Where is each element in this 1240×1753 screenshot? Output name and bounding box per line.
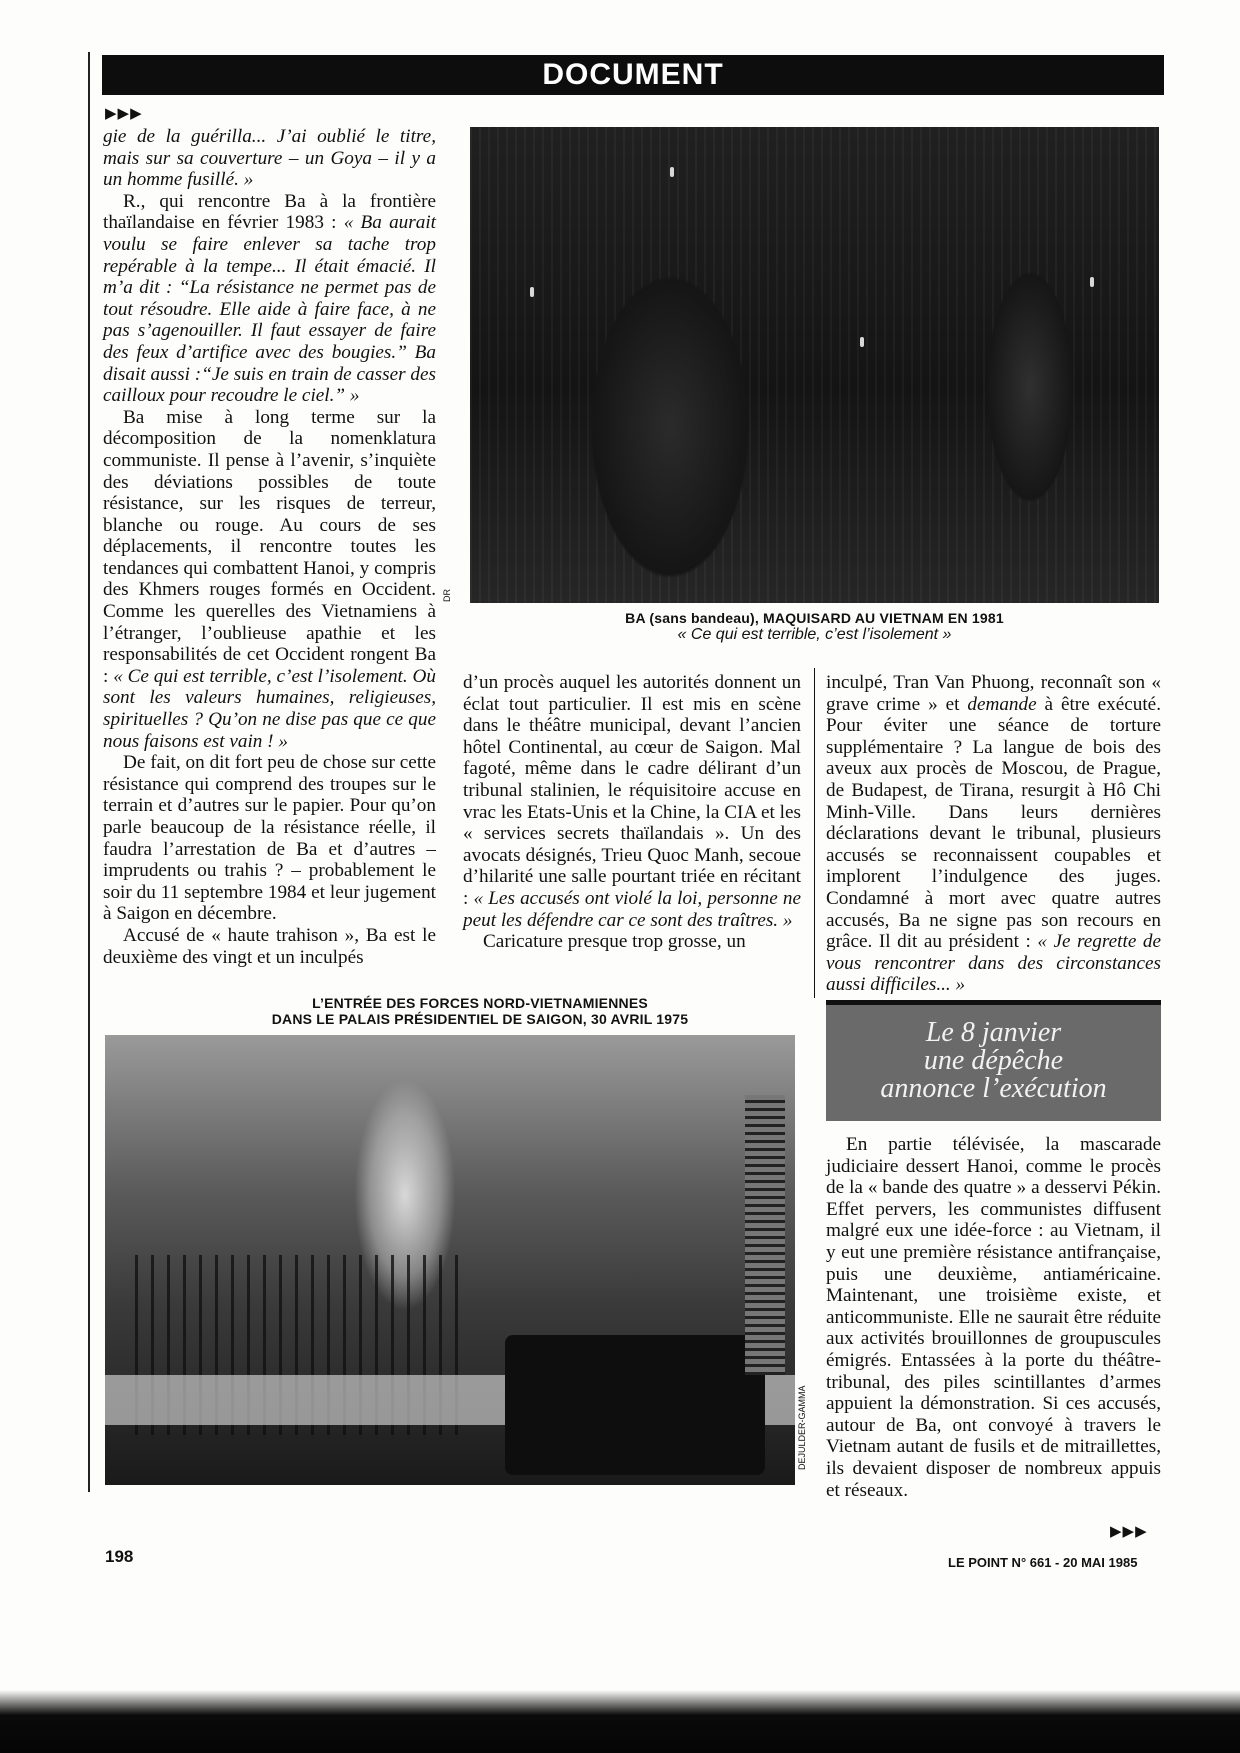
pull-quote-line3: annonce l’exécution (880, 1073, 1107, 1104)
italic-run: « Les accusés ont violé la loi, personne ne peut les défendre car ce sont des traîtres. » (463, 887, 801, 931)
italic-run: demande (967, 693, 1037, 715)
photo-caption-line2: DANS LE PALAIS PRÉSIDENTIEL DE SAIGON, 30 AVRIL 1975 (271, 1011, 689, 1027)
photo-caption-bottom (200, 995, 760, 1027)
text-run: à être exécuté. Pour éviter une séance de torture supplémentaire ? La langue de bois des aveux aux procès de Moscou, de Prague, de Budapest, de Tirana, resurgit à Hô Chi Minh-Ville. Dans leurs dernières déclarations devant le tribunal, plusieurs accusés se reconnaissent coupables et implorent l’indulgence des juges. Condamné à mort avec quatre autres accusés, Ba ne signe pas son recours en grâce. Il dit au président : (826, 693, 1161, 953)
photo-credit-top: DR (442, 589, 452, 602)
photo-tower-shape (745, 1095, 785, 1375)
text-run: Accusé de « haute trahison », Ba est le deuxième des vingt et un inculpés (103, 924, 436, 968)
text-run: De fait, on dit fort peu de chose sur cette résistance qui comprend des troupes sur le terrain et d’autres sur le papier. Pour qu’on parle beaucoup de la résistance réelle, il faudra l’arrestation de Ba et d’autres – imprudents ou trahis ? – probablement le soir du 11 septembre 1984 et leur jugement à Saigon en décembre. (103, 752, 436, 925)
italic-run: « Ba aurait voulu se faire enlever sa tache trop repérable à la tempe... Il était émacié. Il m’a dit : “La résistance ne permet pas de tout résoudre. Elle aide à faire face, à ne pas s’agenouiller. Il faut essayer de faire des feux d’artifice avec des bougies.” Ba disait aussi :“Je suis en train de casser des cailloux pour recoudre le ciel.” » (103, 212, 436, 407)
photo-credit-bottom: DEJULDER-GAMMA (797, 1385, 807, 1470)
photo-caption-quote: « Ce qui est terrible, c’est l’isolement » (677, 626, 952, 643)
text-run: Caricature presque trop grosse, un (483, 931, 746, 953)
italic-run: « Je regrette de vous rencontrer dans des circonstances aussi difficiles... » (826, 931, 1161, 996)
scan-shadow (0, 1690, 1240, 1753)
paragraph (463, 931, 801, 953)
paragraph (826, 1134, 1161, 1501)
photo-caption-line1: L’ENTRÉE DES FORCES NORD-VIETNAMIENNES (312, 995, 648, 1011)
page-frame-rule (88, 52, 90, 1492)
right-column-text-bottom (826, 1134, 1161, 1501)
page-number: 198 (105, 1547, 134, 1566)
middle-column-text (463, 672, 801, 953)
pull-quote (826, 1000, 1161, 1121)
continuation-arrows: ▶▶▶ (105, 104, 143, 122)
section-header: DOCUMENT (102, 55, 1164, 95)
italic-run: « Ce qui est terrible, c’est l’isolement. Où sont les valeurs humaines, religieuses, spirituelles ? Qu’on ne dise pas que ce que nous faisons est vain ! » (103, 665, 436, 752)
text-run: inculpé, Tran Van Phuong, reconnaît son « grave crime » et (826, 672, 1161, 715)
photo-caption-top (470, 610, 1159, 644)
right-column-text-top (826, 672, 1161, 996)
text-run: d’un procès auquel les autorités donnent un éclat tout particulier. Il est mis en scène dans le théâtre municipal, devant l’ancien hôtel Continental, au cœur de Saigon. Mal fagoté, même dans le cadre délirant d’un tribunal stalinien, le réquisitoire accuse en vrac les Etats-Unis et la Chine, la CIA et les « services secrets thaïlandais ». Un des avocats désignés, Trieu Quoc Manh, secoue d’hilarité une salle pourtant triée en récitant : (463, 672, 801, 909)
pull-quote-line1: Le 8 janvier (925, 1017, 1062, 1048)
paragraph (103, 752, 436, 925)
italic-run: gie de la guérilla... J’ai oublié le titre, mais sur sa couverture – un Goya – il y a un homme fusillé. » (103, 126, 436, 191)
pull-quote-line2: une dépêche (923, 1045, 1064, 1076)
text-run: Ba mise à long terme sur la décomposition de la nomenklatura communiste. Il pense à l’avenir, s’inquiète des déviations possibles de toute résistance, sur les risques de terreur, blanche ou rouge. Au cours de ses déplacements, il rencontre toutes les tendances qui combattent Hanoi, y compris des Khmers rouges formés en Occident. Comme les querelles des Vietnamiens à l’étranger, l’oublieuse apathie et les responsabilités de cet Occident rongent Ba : (103, 406, 436, 687)
photo-tank-shape (505, 1335, 765, 1475)
paragraph (103, 925, 436, 968)
column-divider (814, 668, 815, 998)
paragraph (103, 407, 436, 753)
continuation-arrows-end: ▶▶▶ (1110, 1522, 1148, 1540)
photo-palace-entry (105, 1035, 795, 1485)
photo-caption-title: BA (sans bandeau), MAQUISARD AU VIETNAM EN 1981 (625, 610, 1004, 626)
photo-ba-maquisard (470, 127, 1159, 603)
text-run: R., qui rencontre Ba à la frontière thaïlandaise en février 1983 : (103, 190, 436, 234)
text-run: En partie télévisée, la mascarade judiciaire dessert Hanoi, comme le procès de la « bande des quatre » a desservi Pékin. Effet pervers, les communistes diffusent malgré eux une idée-force : au Vietnam, il y eut une première résistance antifrançaise, puis une deuxième, antiaméricaine. Maintenant, une troisième existe, et anticommuniste. Elle ne saurait être réduite aux activités brouillonnes de groupuscules émigrés. Entassées à la porte du théâtre-tribunal, des piles scintillantes d’armes appuient la démonstration. Si ces accusés, autour de Ba, ont convoyé à travers le Vietnam autant de fusils et de mitraillettes, ils devaient disposer de nombreux appuis et réseaux. (826, 1134, 1161, 1501)
left-column-text (103, 126, 436, 968)
paragraph (103, 191, 436, 407)
publication-footer: LE POINT N° 661 - 20 MAI 1985 (948, 1555, 1138, 1570)
paragraph (103, 126, 436, 191)
paragraph (463, 672, 801, 931)
paragraph (826, 672, 1161, 996)
